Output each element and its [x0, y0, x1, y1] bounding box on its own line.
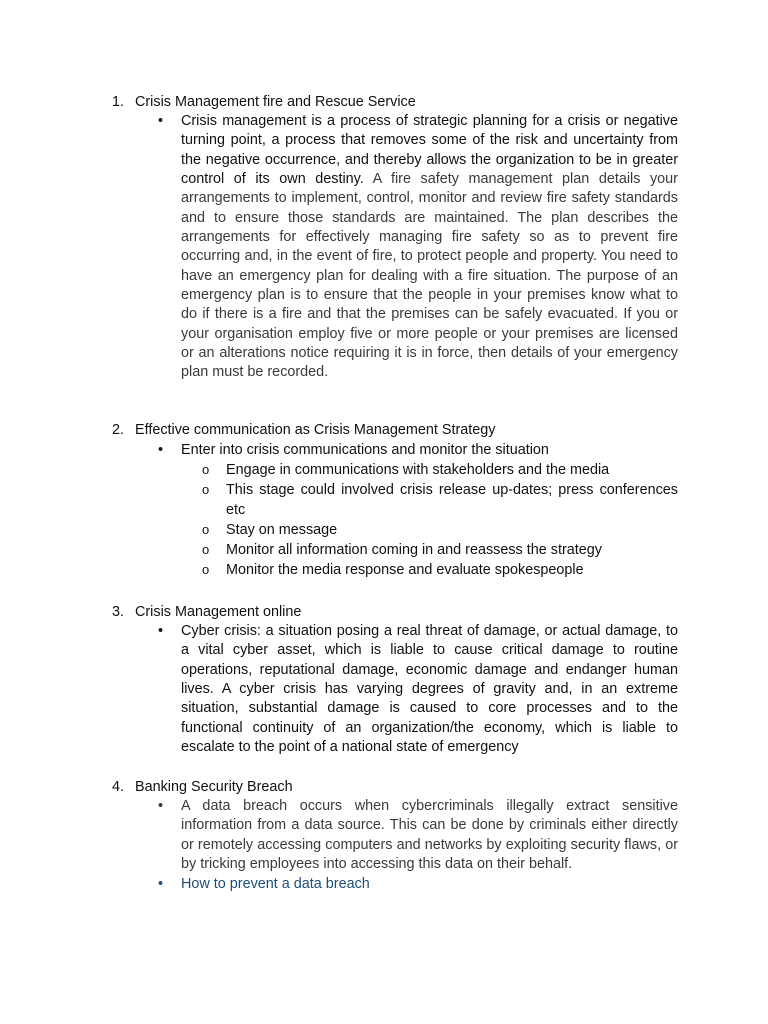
- section-4: [112, 777, 678, 894]
- section-heading: [112, 777, 678, 797]
- section-heading: [112, 420, 678, 440]
- section-number: 4.: [112, 779, 125, 795]
- list-item: [112, 797, 678, 874]
- bullet-icon: •: [158, 442, 164, 458]
- bullet-icon: •: [158, 113, 164, 129]
- sub-list-item: [112, 540, 678, 560]
- sub-item-text: Stay on message: [226, 522, 338, 538]
- section-number: 2.: [112, 422, 125, 438]
- circle-bullet-icon: o: [202, 482, 210, 497]
- section-number: 3.: [112, 604, 125, 620]
- prevent-data-breach-link[interactable]: How to prevent a data breach: [181, 876, 370, 893]
- sub-list-item: [112, 460, 678, 480]
- sub-list-item: [112, 560, 678, 580]
- section-title: Banking Security Breach: [135, 779, 293, 795]
- bullet-icon: •: [158, 798, 164, 814]
- section-2: [112, 420, 678, 580]
- bullet-icon: •: [158, 876, 164, 893]
- paragraph-text-continued: A fire safety management plan details your arrangements to implement, control, monitor and review fire safety standards and to ensure those standards are maintained. The plan describes the arrangements for effectively managing fire safety so as to prevent fire occurring and, in the event of fire, to protect people and property. You need to have an emergency plan for dealing with a fire situation. The purpose of an emergency plan is to ensure that the people in your premises know what to do if there is a fire and that the premises can be safely evacuated. If you or your organisation employ five or more people or your premises are licensed or an alterations notice requiring it is in force, then details of your emergency plan must be recorded.: [181, 171, 678, 381]
- bullet-icon: •: [158, 623, 164, 639]
- section-heading: [112, 602, 678, 622]
- sub-item-text: Monitor the media response and evaluate spokespeople: [226, 562, 584, 578]
- sub-item-text: This stage could involved crisis release up-dates; press conferences etc: [226, 482, 678, 518]
- section-title: Crisis Management online: [135, 604, 302, 620]
- section-1: [112, 92, 678, 383]
- section-3: [112, 602, 678, 757]
- list-item: [112, 440, 678, 460]
- sub-item-text: Monitor all information coming in and reassess the strategy: [226, 542, 602, 558]
- section-heading: [112, 92, 678, 112]
- sub-item-text: Engage in communications with stakeholders and the media: [226, 462, 610, 478]
- paragraph-text: Crisis management is a process of strategic planning for a crisis or negative turning point, a process that removes some of the risk and uncertainty from the negative occurrence, and thereby allows the organization to be in greater control of its own destiny.: [181, 113, 678, 188]
- sub-list-item: [112, 480, 678, 520]
- circle-bullet-icon: o: [202, 462, 210, 477]
- section-number: 1.: [112, 94, 125, 110]
- paragraph-text: A data breach occurs when cybercriminals illegally extract sensitive information from a data source. This can be done by criminals either directly or remotely accessing computers and networks by exploiting security flaws, or by tricking employees into accessing this data on their behalf.: [181, 798, 678, 873]
- section-title: Crisis Management fire and Rescue Service: [135, 94, 416, 110]
- list-item: [112, 112, 678, 383]
- paragraph-text: Cyber crisis: a situation posing a real threat of damage, or actual damage, to a vital cyber asset, which is liable to cause critical damage to routine operations, reputational damage, economic damage and endanger human lives. A cyber crisis has varying degrees of gravity and, in an extreme situation, substantial damage is caused to core processes and to the functional continuity of an organization/the economy, which is liable to escalate to the point of a national state of emergency: [181, 623, 678, 756]
- list-item-link: [112, 874, 678, 894]
- bullet-text: Enter into crisis communications and monitor the situation: [181, 442, 549, 458]
- list-item: [112, 622, 678, 757]
- circle-bullet-icon: o: [202, 562, 210, 577]
- section-title: Effective communication as Crisis Management Strategy: [135, 422, 496, 438]
- sub-list-item: [112, 520, 678, 540]
- circle-bullet-icon: o: [202, 522, 210, 537]
- circle-bullet-icon: o: [202, 542, 210, 557]
